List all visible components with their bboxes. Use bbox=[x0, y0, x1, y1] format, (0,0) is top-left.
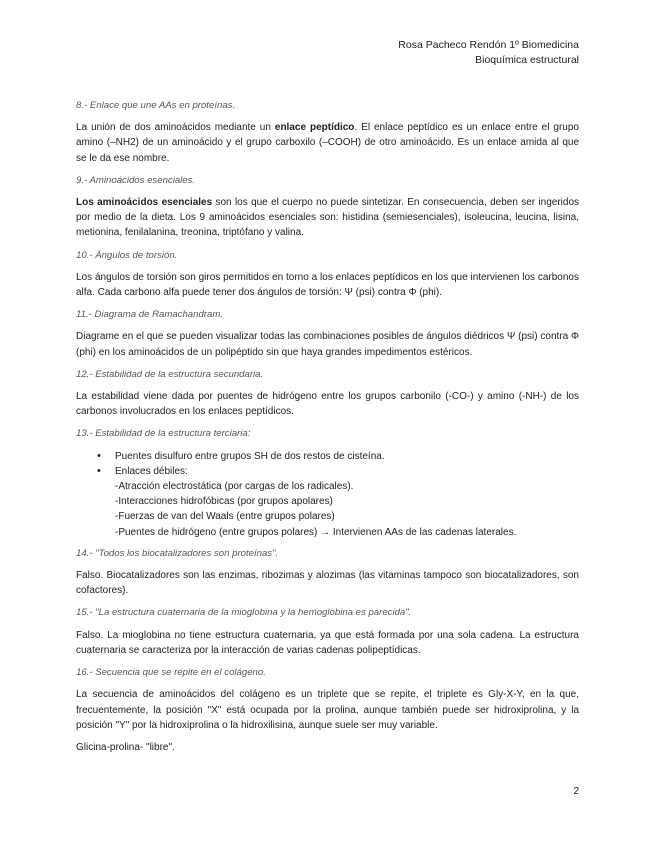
section-8-text bbox=[76, 120, 579, 166]
section-8-text-c: . El enlace peptídico es un enlace entre el grupo amino (–NH2) de un aminoácido y el grupo carboxilo (–COOH) de otro aminoácido. Es un enlace amida al que se le da ese nombre. bbox=[76, 122, 579, 164]
section-9-text-bold: Los aminoácidos esenciales bbox=[76, 197, 213, 209]
section-8-title: 8.- Enlace que une AAs en proteínas. bbox=[76, 100, 236, 111]
list-item: • Puentes disulfuro entre grupos SH de dos restos de cisteína. bbox=[76, 449, 579, 464]
section-10-title: 10.- Ángulos de torsión. bbox=[76, 249, 178, 261]
section-15-title: 15.- "La estructura cuaternaria de la mioglobina y la hemoglobina es parecida". bbox=[76, 607, 412, 619]
list-item: • Enlaces débiles: bbox=[76, 464, 579, 479]
section-16-text: La secuencia de aminoácidos del colágeno es un triplete que se repite, el triplete es Gly-X-Y, en la que, frecuentemente, la posición "X" está ocupada por la prolina, aunque también puede ser hidroxiprolina, y la posición "Y" por la hidroxiprolina o la hidroxilisina, aunque suele ser muy variable. bbox=[76, 689, 579, 731]
list-subitem: -Fuerzas de van del Waals (entre grupos polares) bbox=[115, 511, 335, 523]
section-9-text bbox=[76, 195, 579, 241]
section-16-title: 16.- Secuencia que se repite en el colágeno. bbox=[76, 667, 266, 679]
section-10-text: Los ángulos de torsión son giros permitidos en torno a los enlaces peptídicos en los que intervienen los carbonos alfa. Cada carbono alfa puede tener dos ángulos de torsión: Ψ (psi) contra Φ (phi). bbox=[76, 271, 579, 299]
section-13-title: 13.- Estabilidad de la estructura terciaria: bbox=[76, 428, 251, 440]
section-8-text-bold: enlace peptídico bbox=[274, 122, 355, 134]
section-14-title: 14.- "Todos los biocatalizadores son proteínas". bbox=[76, 547, 279, 559]
header-subject: Bioquímica estructural bbox=[475, 54, 579, 66]
page-number: 2 bbox=[573, 786, 579, 797]
section-15-text: Falso. La mioglobina no tiene estructura cuaternaria, ya que está formada por una sola cadena. La estructura cuaternaria se caracteriza por la interacción de varias cadenas polipeptídicas. bbox=[76, 629, 579, 656]
section-9-text-b: son los que el cuerpo no puede sintetizar. En consecuencia, deben ser ingeridos por medio de la dieta. Los 9 aminoácidos esenciales son: histidina (semiesenciales), isoleucina, leucina, lisina, metionina, fenilalanina, treonina, triptófano y valina. bbox=[76, 197, 580, 239]
section-8-text-a: La unión de dos aminoácidos mediante un bbox=[76, 122, 275, 134]
list-subitem: -Puentes de hidrógeno (entre grupos polares) → Intervienen AAs de las cadenas laterales. bbox=[115, 526, 517, 538]
section-11-title: 11.- Diagrama de Ramachandram. bbox=[76, 309, 223, 321]
section-12-title: 12.- Estabilidad de la estructura secundaria. bbox=[76, 368, 264, 380]
header-author: Rosa Pacheco Rendón 1º Biomedicina bbox=[398, 39, 579, 51]
page-header bbox=[398, 38, 579, 68]
section-13-list bbox=[76, 449, 579, 540]
list-subitem: -Interacciones hidrofóbicas (por grupos apolares) bbox=[115, 496, 333, 508]
section-12-text: La estabilidad viene dada por puentes de hidrógeno entre los grupos carbonilo (-CO-) y amino (-NH-) de los carbonos involucrados en los enlaces peptídicos. bbox=[76, 391, 579, 418]
document-body bbox=[76, 98, 579, 762]
section-11-text: Diagrame en el que se pueden visualizar todas las combinaciones posibles de ángulos diédricos Ψ (psi) contra Φ (phi) en los aminoácidos de un polipéptido sin que haya grandes impedimentos estéricos. bbox=[76, 331, 579, 358]
section-9-title: 9.- Aminoácidos esenciales. bbox=[76, 174, 196, 186]
list-subitem: -Atracción electrostática (por cargas de los radicales). bbox=[115, 481, 354, 493]
section-16-text-2: Glicina-prolina- "libre". bbox=[76, 741, 175, 753]
section-14-text: Falso. Biocatalizadores son las enzimas, ribozimas y alozimas (las vitaminas tampoco son biocatalizadores, son cofactores). bbox=[76, 570, 579, 597]
